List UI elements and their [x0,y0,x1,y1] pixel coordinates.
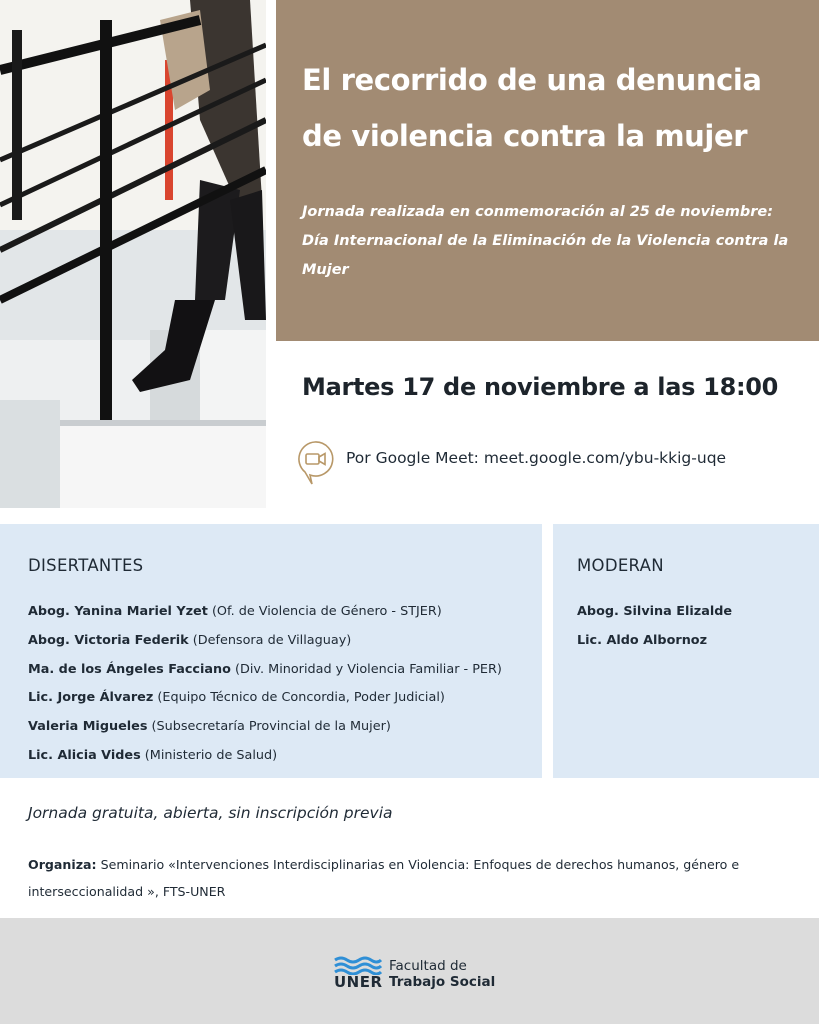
stairs-photo [0,0,266,508]
list-item [28,742,502,771]
video-camera-icon [296,440,334,486]
free-event-note: Jornada gratuita, abierta, sin inscripción previa [28,804,393,822]
speaker-role: (Div. Minoridad y Violencia Familiar - PER) [235,661,502,677]
speaker-role: (Of. de Violencia de Género - STJER) [211,604,442,619]
list-item: Abog. Silvina Elizalde [577,604,733,619]
organizer-text: Seminario «Intervenciones Interdisciplinarias en Violencia: Enfoques de derechos humanos, género e interseccionalidad », FTS-UNER [28,857,740,899]
stairs-photo-illustration [0,0,266,508]
speaker-role: (Ministerio de Salud) [144,747,278,763]
speakers-panel [0,524,542,778]
list-item [28,656,502,685]
moderators-panel [553,524,819,778]
list-item [28,684,502,713]
speakers-list [28,598,502,771]
logo-faculty-line2: Trabajo Social [389,974,496,990]
list-item [28,598,502,627]
moderators-list [577,598,732,656]
list-item: Lic. Aldo Albornoz [577,632,708,648]
event-date-time: Martes 17 de noviembre a las 18:00 [302,373,779,401]
speaker-name: Abog. Victoria Federik [28,632,189,648]
organizer-note [28,851,748,905]
list-item [28,627,502,656]
list-item [28,713,502,742]
speaker-name: Valeria Migueles [28,719,148,735]
event-subtitle: Jornada realizada en conmemoración al 25 de noviembre: Día Internacional de la Eliminación de la Violencia contra la Mujer [302,204,789,278]
speakers-heading: DISERTANTES [28,556,144,575]
speaker-name: Lic. Jorge Álvarez [28,690,154,706]
moderators-heading: MODERAN [577,556,664,575]
speaker-role: (Subsecretaría Provincial de la Mujer) [151,719,391,735]
event-title: El recorrido de una denuncia de violencia contra la mujer [302,63,762,153]
logo-acronym: UNER [334,973,383,991]
uner-waves-logo-icon [334,955,382,975]
speaker-role: (Equipo Técnico de Concordia, Poder Judicial) [157,690,445,706]
speaker-name: Lic. Alicia Vides [28,747,141,763]
organizer-label: Organiza: [28,857,97,872]
speaker-name: Ma. de los Ángeles Facciano [28,661,231,677]
logo-faculty-line1: Facultad de [389,958,467,974]
speaker-name: Abog. Yanina Mariel Yzet [28,604,208,619]
google-meet-link[interactable]: Por Google Meet: meet.google.com/ybu-kkig-uqe [346,449,727,467]
speaker-role: (Defensora de Villaguay) [192,632,352,648]
